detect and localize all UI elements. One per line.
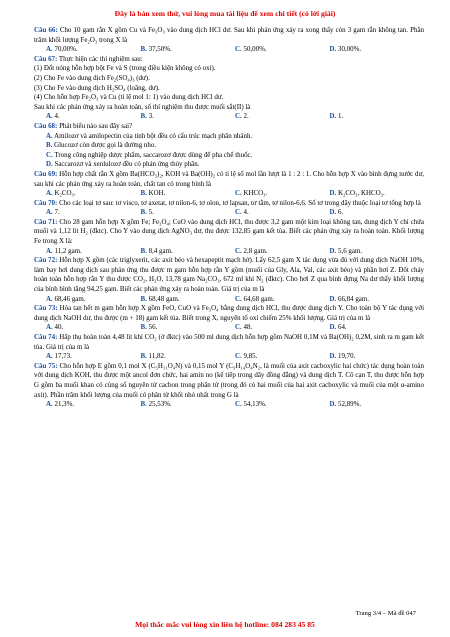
answer-option[interactable] xyxy=(34,160,424,170)
option-label: D. xyxy=(329,208,337,217)
question-body: Hòa tan hết m gam hỗn hợp X gồm FeO, CuO và Fe₃O₄ bằng dung dịch HCl, thu được dung dịch Y. Cho toàn bộ Y tác dụng với dung dịch NaOH dư, thu được (m + 18) gam kết tủa. Biết trong X, nguyên tố oxi chiếm 25% khối lượng. Giá trị của m là xyxy=(34,304,424,322)
question-75 xyxy=(34,362,424,410)
answer-option[interactable] xyxy=(46,45,141,55)
answer-option[interactable] xyxy=(141,112,236,122)
option-text: 7. xyxy=(52,208,60,217)
answer-option[interactable] xyxy=(46,323,141,333)
option-text: 4. xyxy=(52,112,60,121)
option-text: 30,00%. xyxy=(336,45,362,54)
answer-option[interactable] xyxy=(46,247,141,257)
question-number: Câu 68: xyxy=(34,121,58,130)
option-label: A. xyxy=(46,208,53,217)
answer-option[interactable] xyxy=(235,189,330,199)
question-67 xyxy=(34,55,424,122)
option-text: 1. xyxy=(336,112,344,121)
option-text: 64. xyxy=(336,323,347,332)
answer-options xyxy=(34,323,424,333)
question-body: Thực hiện các thí nghiệm sau: xyxy=(57,54,143,63)
option-label: C. xyxy=(235,246,242,255)
answer-option[interactable] xyxy=(235,45,330,55)
question-text xyxy=(34,256,424,294)
option-label: B. xyxy=(140,352,147,361)
option-label: C. xyxy=(235,400,242,409)
statement: (1) Đốt nóng hỗn hợp bột Fe và S (trong điều kiện không có oxi). xyxy=(34,64,216,73)
option-text: 37,50%. xyxy=(146,45,172,54)
answer-option[interactable] xyxy=(46,352,141,362)
answer-options xyxy=(34,247,424,257)
question-body: Hỗn hợp X gồm (các triglyxerit, các axit béo và hexapeptit mạch hở). Lấy 62,5 gam X tác dụng vừa đủ với dung dịch NaOH 10%, làm bay hơi dung dịch sau phản ứng thu được m gam hỗn hợp rắn Y gồm (muối của Gly, Ala, Val, các axit béo) và phần hơi Z. Đốt cháy hoàn toàn hỗn hợp rắn Y thu được CO₂, H₂O, 13,78 gam Na₂CO₃, 672 ml khí N₂ (đktc). Cho hơi Z qua bình đựng Na dư thấy khối lượng của bình bình tăng 94,25 gam. Biết các phản ứng xảy ra hoàn toàn. Giá trị của m là xyxy=(34,256,424,294)
question-72 xyxy=(34,256,424,304)
question-list xyxy=(34,26,424,410)
option-text: 5. xyxy=(146,208,154,217)
option-label: A. xyxy=(46,323,53,332)
option-label: C. xyxy=(235,323,242,332)
option-label: D. xyxy=(329,400,337,409)
question-69 xyxy=(34,170,424,199)
option-label: B. xyxy=(140,189,147,198)
answer-options xyxy=(34,45,424,55)
option-label: B. xyxy=(140,45,147,54)
answer-option[interactable] xyxy=(330,400,425,410)
option-label: A. xyxy=(46,294,53,303)
question-text xyxy=(34,122,424,132)
option-text: K₂CO₃, KHCO₃. xyxy=(336,189,385,198)
option-label: D. xyxy=(46,160,53,169)
answer-option[interactable] xyxy=(141,189,236,199)
question-number: Câu 73: xyxy=(34,304,58,313)
question-number: Câu 71: xyxy=(34,217,58,226)
option-label: B. xyxy=(140,246,147,255)
option-text: 56. xyxy=(146,323,158,332)
option-label: D. xyxy=(329,112,337,121)
option-text: Amilozơ và amilopectin của tinh bột đều có cấu trúc mạch phân nhánh. xyxy=(52,131,253,140)
option-text: K₂CO₃. xyxy=(52,189,76,198)
question-body: Cho 10 gam rắn X gồm Cu và Fe₃O₃ vào dung dịch HCl dư. Sau khi phản ứng xảy ra xong thấy còn 3 gam rắn không tan. Phần trăm khối lượng Fe₂O₃ trong X là xyxy=(34,26,424,44)
answer-option[interactable] xyxy=(141,295,236,305)
question-68 xyxy=(34,122,424,170)
header-banner: Đây là bản xem thử, vui lòng mua tài liệu để xem chi tiết (có lời giải) xyxy=(114,9,336,18)
option-text: 3. xyxy=(146,112,154,121)
option-text: 25,53%. xyxy=(146,400,172,409)
option-text: 6. xyxy=(336,208,344,217)
option-label: C. xyxy=(235,189,242,198)
answer-options xyxy=(34,208,424,218)
footer-banner: Mọi thắc mắc vui lòng xin liên hệ hotline: 084 283 45 85 xyxy=(135,620,315,629)
answer-options xyxy=(34,189,424,199)
option-text: 40. xyxy=(52,323,64,332)
answer-option[interactable] xyxy=(46,112,141,122)
option-label: C. xyxy=(46,150,53,159)
option-label: D. xyxy=(329,246,337,255)
question-number: Câu 69: xyxy=(34,169,58,178)
question-text xyxy=(34,218,424,247)
answer-option[interactable] xyxy=(34,141,424,151)
option-label: A. xyxy=(46,246,53,255)
question-text xyxy=(34,362,424,400)
option-label: A. xyxy=(46,112,53,121)
option-label: C. xyxy=(235,208,242,217)
statement: (3) Cho Fe vào dung dịch H₂SO₄ (loãng, dư). xyxy=(34,83,160,92)
option-text: 8,4 gam. xyxy=(146,246,173,255)
option-text: 52,89%. xyxy=(336,400,362,409)
question-body: Cho hỗn hợp E gồm 0,1 mol X (C₅H₁₁O₄N) và 0,15 mol Y (C₅H₁₄O₄N₂, là muối của axit cacboxylic hai chức) tác dụng hoàn toàn với dung dịch KOH, thu được một ancol đơn chức, hai amin no (kế tiếp trong dãy đồng đẳng) và dung dịch T. Cô cạn T, thu được hỗn hợp G gồm ba muối khan có cùng số nguyên tử cacbon trong phân tử (trong đó có hai muối của hai axit cacboxylic và muối của một α-amino axit). Phần trăm khối lượng của muối có phân tử khối nhỏ nhất trong G là xyxy=(34,361,424,399)
question-text xyxy=(34,170,424,189)
option-label: B. xyxy=(140,400,147,409)
option-label: D. xyxy=(329,352,337,361)
option-text: Saccarozơ và xenlulozơ đều có phản ứng thủy phân. xyxy=(52,160,200,169)
answer-options xyxy=(34,112,424,122)
answer-option[interactable] xyxy=(46,208,141,218)
question-71 xyxy=(34,218,424,256)
answer-option[interactable] xyxy=(330,295,425,305)
answer-option[interactable] xyxy=(330,352,425,362)
option-label: B. xyxy=(140,323,147,332)
option-label: C. xyxy=(235,112,242,121)
answer-option[interactable] xyxy=(235,247,330,257)
option-label: A. xyxy=(46,45,53,54)
page-footer: Trang 3/4 – Mã đề 047 xyxy=(355,610,416,617)
option-label: D. xyxy=(329,189,337,198)
question-text xyxy=(34,55,424,65)
option-text: 68,46 gam. xyxy=(52,294,86,303)
answer-option[interactable] xyxy=(34,132,424,142)
answer-option[interactable] xyxy=(235,352,330,362)
answer-option[interactable] xyxy=(141,247,236,257)
answer-option[interactable] xyxy=(235,400,330,410)
option-text: KHCO₃. xyxy=(241,189,268,198)
option-label: B. xyxy=(140,294,147,303)
question-text xyxy=(34,333,424,352)
answer-option[interactable] xyxy=(330,45,425,55)
answer-option[interactable] xyxy=(330,112,425,122)
option-text: 5,6 gam. xyxy=(336,246,363,255)
option-text: Trong công nghiệp dược phẩm, saccarozơ được dùng để pha chế thuốc. xyxy=(52,150,253,159)
answer-option[interactable] xyxy=(141,208,236,218)
option-text: 21,3%. xyxy=(52,400,75,409)
option-text: 4. xyxy=(241,208,249,217)
question-66 xyxy=(34,26,424,55)
option-text: 17,73. xyxy=(52,352,72,361)
question-body: Hấp thụ hoàn toàn 4,48 lít khí CO₂ (ở đktc) vào 500 ml dung dịch hỗn hợp gồm NaOH 0,1M và Ba(OH)₂ 0,2M, sinh ra m gam kết tủa. Giá trị của m là xyxy=(34,333,424,351)
option-label: A. xyxy=(46,131,53,140)
answer-options xyxy=(34,352,424,362)
option-text: 64,68 gam. xyxy=(241,294,275,303)
question-number: Câu 67: xyxy=(34,54,58,63)
option-label: C. xyxy=(235,45,242,54)
answer-options xyxy=(34,132,424,170)
question-text xyxy=(34,199,424,209)
option-label: D. xyxy=(329,45,337,54)
question-number: Câu 75: xyxy=(34,361,58,370)
answer-option[interactable] xyxy=(46,189,141,199)
option-text: 11,2 gam. xyxy=(52,246,82,255)
answer-option[interactable] xyxy=(235,323,330,333)
answer-option[interactable] xyxy=(235,208,330,218)
option-label: A. xyxy=(46,189,53,198)
option-text: 68,48 gam. xyxy=(146,294,180,303)
question-number: Câu 70: xyxy=(34,198,58,207)
option-text: 50,00%. xyxy=(241,45,267,54)
option-label: D. xyxy=(329,323,337,332)
answer-option[interactable] xyxy=(235,295,330,305)
option-text: 9,85. xyxy=(241,352,258,361)
option-text: 66,84 gam. xyxy=(336,294,370,303)
question-70 xyxy=(34,199,424,218)
option-text: 11,82. xyxy=(146,352,166,361)
question-body: Phát biểu nào sau đây sai? xyxy=(57,121,133,130)
question-number: Câu 74: xyxy=(34,333,58,341)
question-body: Cho 28 gam hỗn hợp X gồm Fe; Fe₃O₄; CuO vào dung dịch HCl, thu được 3,2 gam một kim loại không tan, dung dịch Y chỉ chứa muối và 1,12 lít H₂ (đktc). Cho Y vào dung dịch AgNO₃ dư, thu được 132,85 gam kết tủa. Biết các phản ứng xảy ra hoàn toàn. Khối lượng Fe trong X là: xyxy=(34,217,424,246)
answer-option[interactable] xyxy=(330,323,425,333)
statement: Sau khi các phản ứng xảy ra hoàn toàn, số thí nghiệm thu được muối sắt(II) là xyxy=(34,102,251,111)
answer-option[interactable] xyxy=(330,189,425,199)
answer-option[interactable] xyxy=(330,247,425,257)
question-number: Câu 72: xyxy=(34,256,58,265)
question-74 xyxy=(34,333,424,362)
question-number: Câu 66: xyxy=(34,26,58,34)
option-label: B. xyxy=(140,208,147,217)
answer-option[interactable] xyxy=(46,295,141,305)
option-text: Glucozơ còn được gọi là đường nho. xyxy=(52,141,157,150)
option-label: B. xyxy=(46,141,53,150)
option-text: 70,00%. xyxy=(52,45,78,54)
option-label: A. xyxy=(46,400,53,409)
option-text: 48. xyxy=(241,323,253,332)
answer-option[interactable] xyxy=(330,208,425,218)
option-label: D. xyxy=(329,294,337,303)
answer-option[interactable] xyxy=(141,400,236,410)
option-label: C. xyxy=(235,294,242,303)
option-label: A. xyxy=(46,352,53,361)
option-text: 2,8 gam. xyxy=(241,246,268,255)
option-text: KOH. xyxy=(146,189,166,198)
answer-options xyxy=(34,400,424,410)
answer-option[interactable] xyxy=(34,151,424,161)
answer-option[interactable] xyxy=(141,323,236,333)
question-body: Cho các loại tơ sau: tơ visco, tơ axetat, tơ nilon-6, tơ olon, tơ lapsan, tơ tằm, tơ nilon-6,6. Số tơ trong dãy thuộc loại tơ tổng hợp là xyxy=(57,198,421,207)
question-73 xyxy=(34,304,424,333)
statement: (4) Cho hỗn hợp Fe₂O₃ và Cu (tỉ lệ mol 1: 1) vào dung dịch HCl dư. xyxy=(34,93,224,102)
answer-option[interactable] xyxy=(141,45,236,55)
answer-option[interactable] xyxy=(235,112,330,122)
answer-option[interactable] xyxy=(46,400,141,410)
option-label: C. xyxy=(235,352,242,361)
option-text: 54,13%. xyxy=(241,400,267,409)
answer-option[interactable] xyxy=(141,352,236,362)
question-text xyxy=(34,304,424,323)
option-text: 19,70. xyxy=(336,352,356,361)
option-label: B. xyxy=(140,112,147,121)
question-body: Hỗn hợp chất rắn X gồm Ba(HCO₃)₂, KOH và Ba(OH)₂ có tỉ lệ số mol lần lượt là 1 : 2 : 1. Cho hỗn hợp X vào bình đựng nước dư, sau khi các phản ứng xảy ra hoàn toàn, chất tan có trong bình là xyxy=(34,169,424,188)
option-text: 2. xyxy=(241,112,249,121)
statement: (2) Cho Fe vào dung dịch Fe₂(SO₄)₃ (dư). xyxy=(34,73,150,82)
question-text xyxy=(34,26,424,45)
answer-options xyxy=(34,295,424,305)
